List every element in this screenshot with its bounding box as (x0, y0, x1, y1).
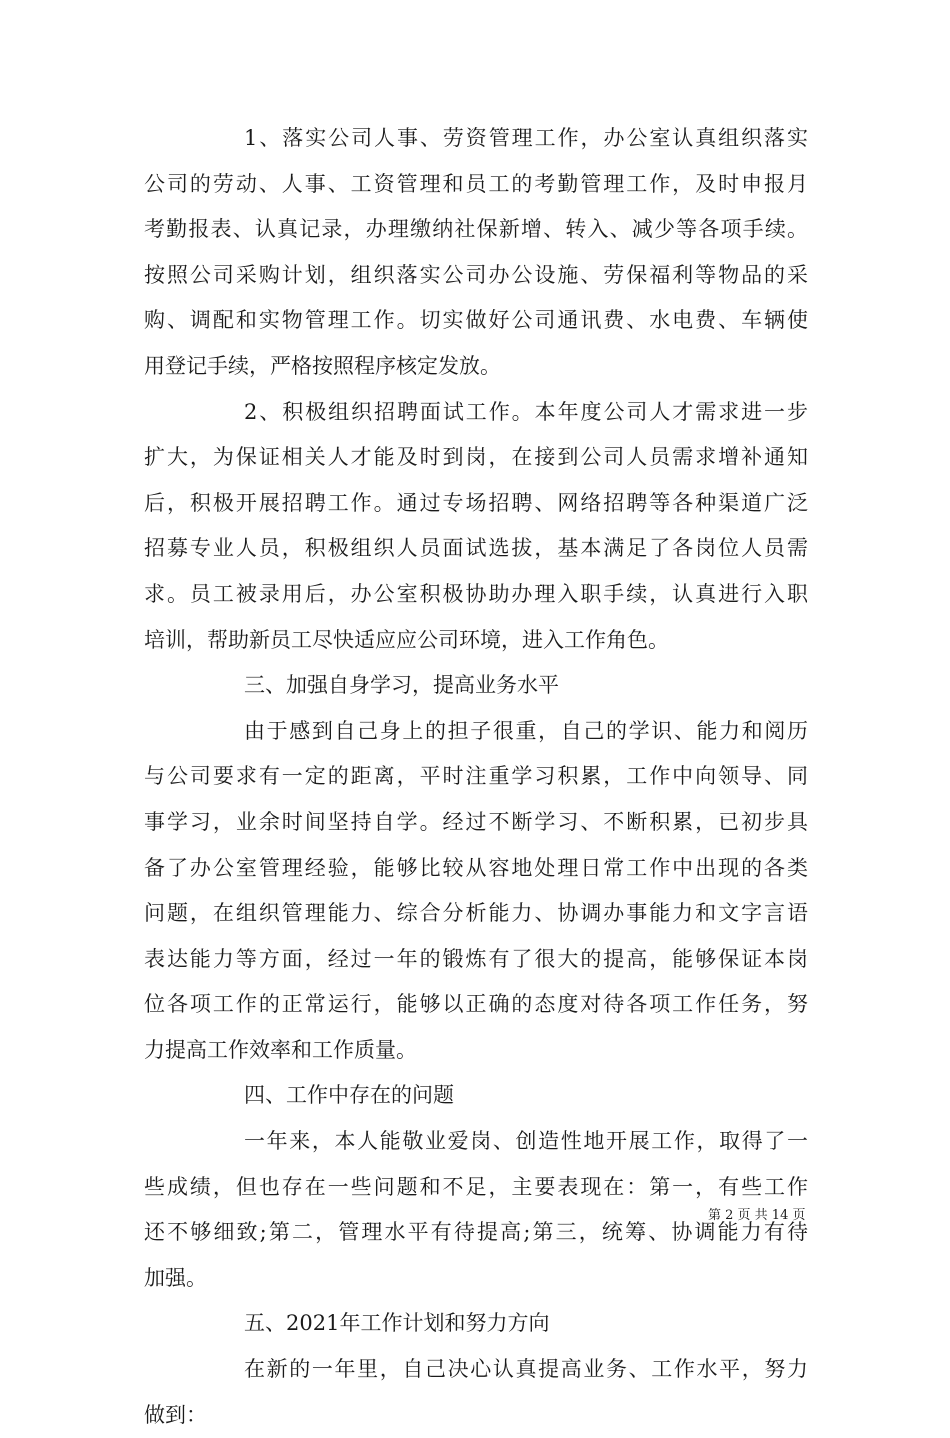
text-line: 表达能力等方面，经过一年的锻炼有了很大的提高，能够保证本岗 (144, 946, 808, 971)
page-number: 第 2 页 共 14 页 (708, 1208, 806, 1223)
text-line: 还不够细致;第二，管理水平有待提高;第三，统筹、协调能力有待 (144, 1220, 808, 1245)
text-line: 一年来，本人能敬业爱岗、创造性地开展工作，取得了一 (244, 1129, 808, 1154)
text-line: 后，积极开展招聘工作。通过专场招聘、网络招聘等各种渠道广泛 (144, 490, 808, 515)
text-line: 事学习，业余时间坚持自学。经过不断学习、不断积累，已初步具 (144, 809, 808, 834)
document-body (144, 116, 808, 1438)
text-line: 做到： (144, 1402, 207, 1427)
text-line: 扩大，为保证相关人才能及时到岗，在接到公司人员需求增补通知 (144, 445, 808, 470)
text-line: 三、加强自身学习，提高业务水平 (244, 673, 559, 698)
text-line: 2、积极组织招聘面试工作。本年度公司人才需求进一步 (244, 399, 808, 424)
text-line: 1、落实公司人事、劳资管理工作，办公室认真组织落实 (244, 126, 808, 150)
text-line: 力提高工作效率和工作质量。 (144, 1037, 417, 1062)
text-line: 与公司要求有一定的距离，平时注重学习积累，工作中向领导、同 (144, 764, 808, 789)
text-line: 加强。 (144, 1265, 207, 1290)
text-line: 些成绩，但也存在一些问题和不足，主要表现在：第一，有些工作 (144, 1174, 808, 1199)
text-line: 培训，帮助新员工尽快适应应公司环境，进入工作角色。 (144, 627, 669, 652)
text-line: 由于感到自己身上的担子很重，自己的学识、能力和阅历 (244, 718, 808, 743)
text-line: 用登记手续，严格按照程序核定发放。 (144, 353, 501, 378)
text-line: 备了办公室管理经验，能够比较从容地处理日常工作中出现的各类 (144, 855, 808, 880)
text-line: 问题，在组织管理能力、综合分析能力、协调办事能力和文字言语 (144, 901, 808, 926)
text-line: 在新的一年里，自己决心认真提高业务、工作水平，努力 (244, 1357, 808, 1382)
text-line: 购、调配和实物管理工作。切实做好公司通讯费、水电费、车辆使 (144, 308, 808, 333)
text-line: 公司的劳动、人事、工资管理和员工的考勤管理工作，及时申报月 (144, 171, 808, 196)
text-line: 位各项工作的正常运行，能够以正确的态度对待各项工作任务，努 (144, 992, 808, 1017)
text-line: 五、2021年工作计划和努力方向 (244, 1311, 550, 1336)
text-line: 按照公司采购计划，组织落实公司办公设施、劳保福利等物品的采 (144, 262, 808, 287)
text-line: 四、工作中存在的问题 (244, 1083, 454, 1108)
text-line: 求。员工被录用后，办公室积极协助办理入职手续，认真进行入职 (144, 581, 808, 606)
text-line: 招募专业人员，积极组织人员面试选拔，基本满足了各岗位人员需 (144, 536, 808, 561)
text-line: 考勤报表、认真记录，办理缴纳社保新增、转入、减少等各项手续。 (144, 217, 808, 242)
